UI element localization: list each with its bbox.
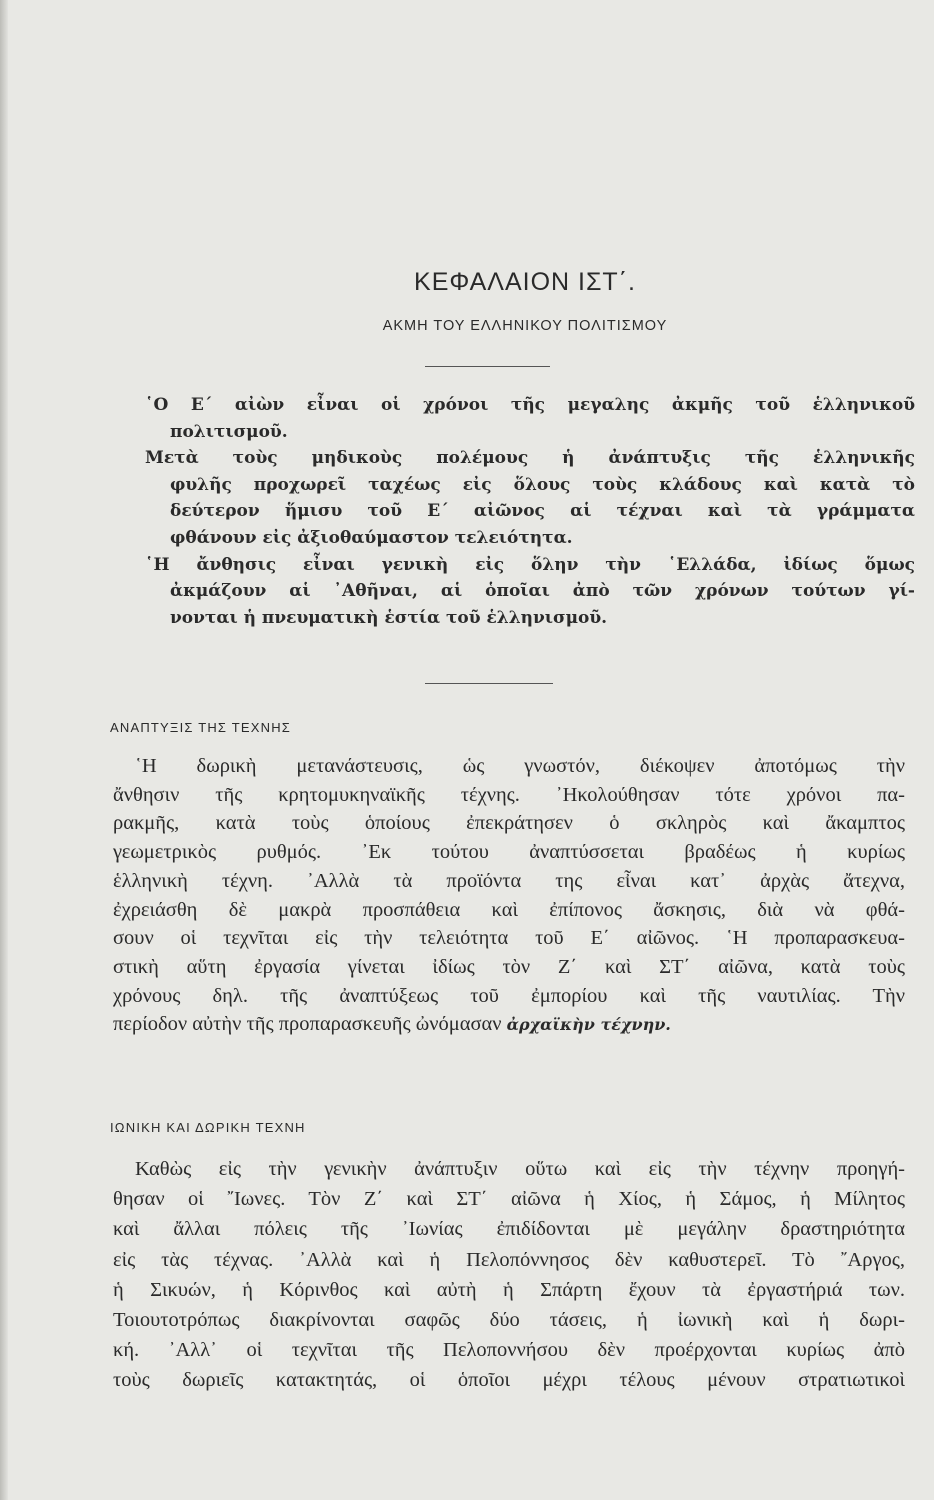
section-body (113, 1154, 905, 1396)
summary-line: φθάνουν εἰς ἀξιοθαύμαστον τελειότητα. (170, 527, 573, 548)
emphasized-term: ἀρχαϊκὴν τέχνην. (506, 1015, 671, 1035)
divider (425, 366, 550, 367)
summary-line: δεύτερον ἥμισυ τοῦ Ε΄ αἰῶνος αἱ τέχναι καὶ τὰ γράμματα (170, 501, 915, 522)
body-line: ῾Η δωρικὴ μετανάστευσις, ὡς γνωστόν, διέκοψεν ἀποτόμως τὴν (135, 755, 905, 777)
body-line: ἐχρειάσθη δὲ μακρὰ προσπάθεια καὶ ἐπίπονος ἄσκησις, διὰ νὰ φθά- (113, 898, 905, 921)
summary-line: πολιτισμοῦ. (170, 421, 288, 442)
summary-line: νονται ἡ πνευματικὴ ἑστία τοῦ ἑλληνισμοῦ. (170, 607, 608, 628)
body-line-text: περίοδον αὐτὴν τῆς προπαρασκευῆς ὠνόμασαν (113, 1013, 502, 1036)
section-heading: ΙΩΝΙΚΗ ΚΑΙ ΔΩΡΙΚΗ ΤΕΧΝΗ (110, 1120, 306, 1135)
body-line: κή. ᾿Αλλ᾿ οἱ τεχνῖται τῆς Πελοποννήσου δὲν προέρχονται κυρίως ἀπὸ (113, 1339, 905, 1362)
body-line: θησαν οἱ ῎Ιωνες. Τὸν Ζ΄ καὶ ΣΤ΄ αἰῶνα ἡ Χίος, ἡ Σάμος, ἡ Μίλητος (113, 1188, 905, 1211)
body-line: ρακμῆς, κατὰ τοὺς ὁποίους ἐπεκράτησεν ὁ σκληρὸς καὶ ἄκαμπτος (113, 812, 905, 835)
body-line: σουν οἱ τεχνῖται εἰς τὴν τελειότητα τοῦ Ε΄ αἰῶνος. ῾Η προπαρασκευα- (113, 927, 905, 950)
chapter-summary (145, 392, 915, 631)
summary-line: φυλῆς προχωρεῖ ταχέως εἰς ὅλους τοὺς κλάδους καὶ κατὰ τὸ (170, 474, 915, 495)
body-line: Τοιουτοτρόπως διακρίνονται σαφῶς δύο τάσεις, ἡ ἰωνικὴ καὶ ἡ δωρι- (113, 1309, 905, 1332)
divider (425, 683, 553, 684)
body-line: ἑλληνικὴ τέχνη. ᾿Αλλὰ τὰ προϊόντα της εἶναι κατ᾿ ἀρχὰς ἄτεχνα, (113, 869, 905, 892)
body-line: στικὴ αὕτη ἐργασία γίνεται ἰδίως τὸν Ζ΄ καὶ ΣΤ΄ αἰῶνα, κατὰ τοὺς (113, 955, 905, 978)
body-line: γεωμετρικὸς ρυθμός. ᾿Εκ τούτου ἀναπτύσσεται βραδέως ἡ κυρίως (113, 841, 905, 864)
summary-line: Μετὰ τοὺς μηδικοὺς πολέμους ἡ ἀνάπτυξις τῆς ἑλληνικῆς (145, 448, 915, 469)
body-line: καὶ ἄλλαι πόλεις τῆς ᾿Ιωνίας ἐπιδίδονται μὲ μεγάλην δραστηριότητα (113, 1218, 905, 1241)
summary-line: ῾Ο Ε΄ αἰὼν εἶναι οἱ χρόνοι τῆς μεγαλης ἀκμῆς τοῦ ἑλληνικοῦ (145, 395, 915, 415)
body-line (113, 1010, 905, 1040)
summary-line: ἀκμάζουν αἱ ᾿Αθῆναι, αἱ ὁποῖαι ἀπὸ τῶν χρόνων τούτων γί- (170, 581, 915, 602)
chapter-subtitle: ΑΚΜΗ ΤΟΥ ΕΛΛΗΝΙΚΟΥ ΠΟΛΙΤΙΣΜΟΥ (382, 318, 668, 334)
section-body (113, 752, 905, 1040)
body-line: εἰς τὰς τέχνας. ᾿Αλλὰ καὶ ἡ Πελοπόννησος δὲν καθυστερεῖ. Τὸ ῎Αργος, (113, 1248, 905, 1271)
body-line: ἡ Σικυών, ἡ Κόρινθος καὶ αὐτὴ ἡ Σπάρτη ἔχουν τὰ ἐργαστήριά των. (113, 1278, 905, 1301)
page-edge-shadow (0, 0, 8, 1500)
body-line: ἄνθησιν τῆς κρητομυκηναϊκῆς τέχνης. ᾿Ηκολούθησαν τότε χρόνοι πα- (113, 783, 905, 806)
section-heading: ΑΝΑΠΤΥΞΙΣ ΤΗΣ ΤΕΧΝΗΣ (110, 720, 292, 735)
body-line: Καθὼς εἰς τὴν γενικὴν ἀνάπτυξιν οὕτω καὶ εἰς τὴν τέχνην προηγή- (135, 1158, 905, 1180)
summary-line: ῾Η ἄνθησις εἶναι γενικὴ εἰς ὅλην τὴν ῾Ελλάδα, ἰδίως ὅμως (145, 554, 915, 575)
body-line: τοὺς δωριεῖς κατακτητάς, οἱ ὁποῖοι μέχρι τέλους μένουν στρατιωτικοὶ (113, 1369, 905, 1392)
body-line: χρόνους δηλ. τῆς ἀναπτύξεως τοῦ ἐμπορίου καὶ τῆς ναυτιλίας. Τὴν (113, 984, 905, 1007)
chapter-title: ΚΕΦΑΛΑΙΟΝ ΙΣΤ΄. (414, 268, 636, 296)
